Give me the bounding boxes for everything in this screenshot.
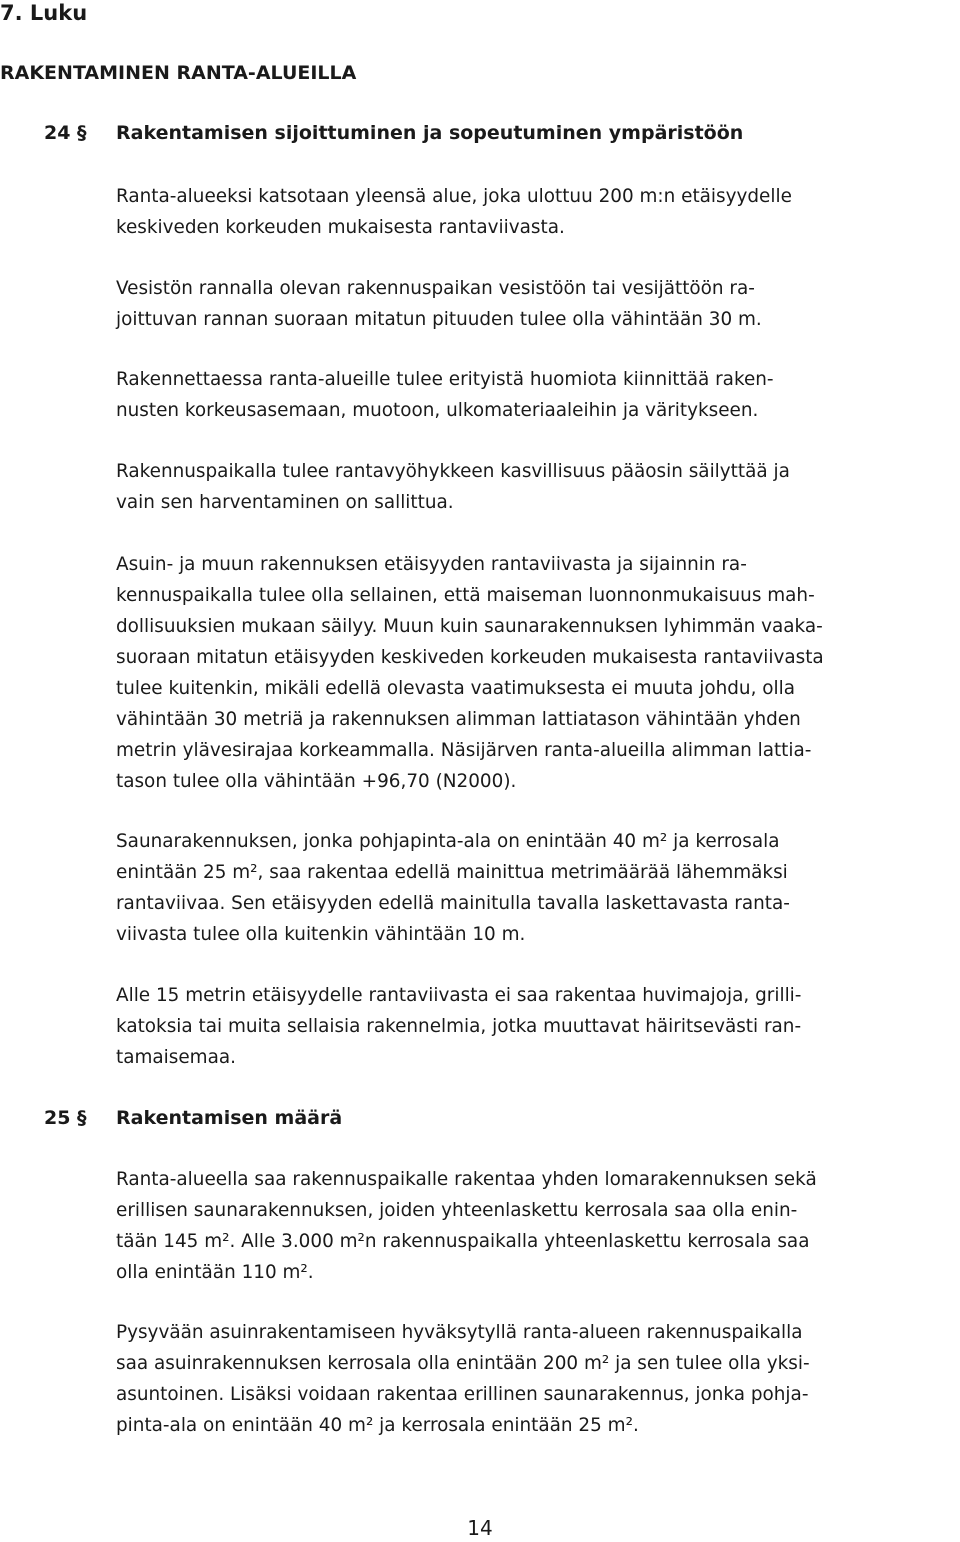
- text-line: Ranta-alueella saa rakennuspaikalle rakentaa yhden lomarakennuksen sekä: [116, 1169, 817, 1190]
- text-line: olla enintään 110 m².: [116, 1262, 314, 1283]
- text-line: tamaisemaa.: [116, 1047, 236, 1068]
- text-line: enintään 25 m², saa rakentaa edellä mainittua metrimäärää lähemmäksi: [116, 862, 788, 883]
- paragraph: [116, 273, 956, 335]
- text-line: metrin ylävesirajaa korkeammalla. Näsijärven ranta-alueilla alimman lattia-: [116, 740, 812, 761]
- text-line: Rakennettaessa ranta-alueille tulee erityistä huomiota kiinnittää raken-: [116, 369, 774, 390]
- text-line: tason tulee olla vähintään +96,70 (N2000).: [116, 771, 517, 792]
- text-line: nusten korkeusasemaan, muotoon, ulkomateriaaleihin ja väritykseen.: [116, 400, 759, 421]
- section-title: Rakentamisen määrä: [116, 1107, 343, 1129]
- paragraph: [116, 181, 956, 243]
- chapter-title: 7. Luku: [0, 1, 88, 25]
- paragraph: [116, 1164, 956, 1288]
- paragraph: [116, 1317, 956, 1441]
- text-line: viivasta tulee olla kuitenkin vähintään 10 m.: [116, 924, 526, 945]
- text-line: tulee kuitenkin, mikäli edellä olevasta vaatimuksesta ei muuta johdu, olla: [116, 678, 796, 699]
- page-number: 14: [467, 1516, 493, 1540]
- text-line: vähintään 30 metriä ja rakennuksen alimman lattiatason vähintään yhden: [116, 709, 801, 730]
- part-heading: RAKENTAMINEN RANTA-ALUEILLA: [0, 62, 357, 84]
- text-line: Pysyvään asuinrakentamiseen hyväksytyllä ranta-alueen rakennuspaikalla: [116, 1322, 803, 1343]
- section-24: [0, 118, 960, 148]
- text-line: Vesistön rannalla olevan rakennuspaikan vesistöön tai vesijättöön ra-: [116, 278, 755, 299]
- paragraph: [116, 826, 956, 950]
- text-line: joittuvan rannan suoraan mitatun pituuden tulee olla vähintään 30 m.: [116, 309, 762, 330]
- section-number: 25 §: [44, 1107, 87, 1129]
- paragraph: [116, 364, 956, 426]
- text-line: rantaviivaa. Sen etäisyyden edellä mainitulla tavalla laskettavasta ranta-: [116, 893, 790, 914]
- paragraph: [116, 980, 956, 1073]
- section-number: 24 §: [44, 122, 87, 144]
- paragraph: [116, 549, 956, 797]
- text-line: asuntoinen. Lisäksi voidaan rakentaa erillinen saunarakennus, jonka pohja-: [116, 1384, 809, 1405]
- text-line: vain sen harventaminen on sallittua.: [116, 492, 454, 513]
- text-line: pinta-ala on enintään 40 m² ja kerrosala enintään 25 m².: [116, 1415, 639, 1436]
- section-title: Rakentamisen sijoittuminen ja sopeutuminen ympäristöön: [116, 122, 744, 144]
- paragraph: [116, 456, 956, 518]
- text-line: Asuin- ja muun rakennuksen etäisyyden rantaviivasta ja sijainnin ra-: [116, 554, 747, 575]
- text-line: kennuspaikalla tulee olla sellainen, että maiseman luonnonmukaisuus mah-: [116, 585, 815, 606]
- text-line: dollisuuksien mukaan säilyy. Muun kuin saunarakennuksen lyhimmän vaaka-: [116, 616, 823, 637]
- text-line: suoraan mitatun etäisyyden keskiveden korkeuden mukaisesta rantaviivasta: [116, 647, 824, 668]
- text-line: katoksia tai muita sellaisia rakennelmia, jotka muuttavat häiritsevästi ran-: [116, 1016, 802, 1037]
- section-heading: [0, 1103, 960, 1133]
- text-line: erillisen saunarakennuksen, joiden yhteenlaskettu kerrosala saa olla enin-: [116, 1200, 798, 1221]
- text-line: tään 145 m². Alle 3.000 m²n rakennuspaikalla yhteenlaskettu kerrosala saa: [116, 1231, 810, 1252]
- text-line: saa asuinrakennuksen kerrosala olla enintään 200 m² ja sen tulee olla yksi-: [116, 1353, 810, 1374]
- section-25: [0, 1103, 960, 1133]
- text-line: Saunarakennuksen, jonka pohjapinta-ala on enintään 40 m² ja kerrosala: [116, 831, 780, 852]
- text-line: Alle 15 metrin etäisyydelle rantaviivasta ei saa rakentaa huvimajoja, grilli-: [116, 985, 802, 1006]
- text-line: Ranta-alueeksi katsotaan yleensä alue, joka ulottuu 200 m:n etäisyydelle: [116, 186, 792, 207]
- text-line: keskiveden korkeuden mukaisesta rantaviivasta.: [116, 217, 565, 238]
- text-line: Rakennuspaikalla tulee rantavyöhykkeen kasvillisuus pääosin säilyttää ja: [116, 461, 790, 482]
- section-heading: [0, 118, 960, 148]
